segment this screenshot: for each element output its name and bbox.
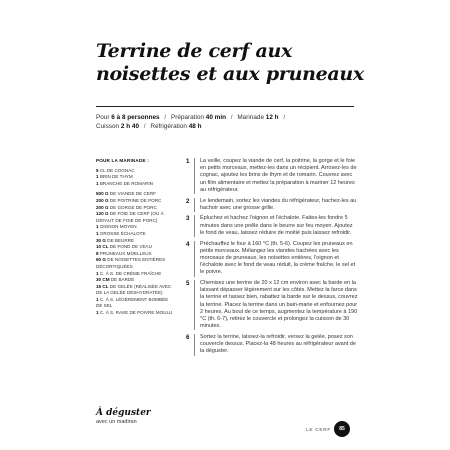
title-divider xyxy=(96,106,354,107)
preparation-value: 40 min xyxy=(205,114,227,121)
serving-title: À déguster xyxy=(96,408,151,418)
ingredient-item: 120 G DE FOIE DE CERF (OU À DÉFAUT DE FOIE DE PORC) xyxy=(96,211,164,223)
ingredient-item: 500 G DE VIANDE DE CERF xyxy=(96,191,156,197)
step-text: Chemisez une terrine de 20 x 12 cm environ avec la barde en la laissant dépasser légèrement sur les côtés. Mettez la farce dans la terrine et tassez bien, rabattez la barde sur le dessus, couvrez la terrine. Placez la terrine dans un bain-marie et enfournez pour 2 heures. Au bout de ce temps, augmentez la température à 190 °C (th. 6-7), retirez le couvercle et prolongez la cuisson de 30 minutes. xyxy=(200,280,358,330)
ingredient-item: 200 G DE GORGE DE PORC xyxy=(96,204,157,210)
recipe-title: Terrine de cerf aux noisettes et aux pruneaux xyxy=(96,40,364,85)
ingredient-item: 1 BRANCHE DE ROMARIN xyxy=(96,180,153,186)
chapter-label: LE CERF xyxy=(306,427,331,432)
recipe-steps xyxy=(186,158,358,359)
cuisson-value: 2 h 40 xyxy=(120,123,139,130)
ingredient-item: 1 BRIN DE THYM xyxy=(96,174,133,180)
serving-text: avec un madiran xyxy=(96,419,137,425)
ingredient-item: 200 G DE POITRINE DE PORC xyxy=(96,197,162,203)
servings-label: Pour xyxy=(96,114,110,121)
step-text: Sortez la terrine, laissez-la refroidir, versez la gelée, posez son couvercle dessus. Placez-la 48 heures au réfrigérateur avant de la déguster. xyxy=(200,333,356,355)
step-divider xyxy=(194,215,195,237)
ingredient-item: 30 G DE BEURRE xyxy=(96,237,135,243)
step-text: Préchauffez le four à 160 °C (th. 5-6). Coupez les pruneaux en petits morceaux. Mélangez les viandes hachées avec les morceaux de pruneaux, les noisettes entières, l'oignon et l'échalote avec le fond de veau réduit, la crème fraîche, le sel et le poivre. xyxy=(200,240,356,276)
ingredient-item: 30 CM DE BARDE xyxy=(96,277,135,283)
ingredient-item: 1 C. À S. LÉGÈREMENT BOMBÉE DE SEL xyxy=(96,296,169,309)
step-divider xyxy=(194,198,195,212)
step xyxy=(186,158,358,194)
marinade-group xyxy=(96,168,174,188)
preparation-label: Préparation xyxy=(170,114,204,121)
cuisson-label: Cuisson xyxy=(96,123,120,130)
ingredients-list xyxy=(96,158,174,321)
meta-separator: / xyxy=(143,123,146,130)
step xyxy=(186,215,358,237)
step-text: Épluchez et hachez l'oignon et l'échalote. Faites-les fondre 5 minutes dans une poêle dans le beurre sur feu moyen. Ajoutez le fond de veau, laissez réduire de moitié puis laissez refroidir. xyxy=(200,215,353,236)
recipe-meta xyxy=(96,113,356,131)
ingredient-item: 8 PRUNEAUX MOELLEUX xyxy=(96,250,152,256)
step xyxy=(186,280,358,330)
step xyxy=(186,334,358,356)
step-number: 3 xyxy=(186,215,190,223)
step-number: 2 xyxy=(186,197,190,205)
marinade-heading: POUR LA MARINADE : xyxy=(96,158,149,163)
meta-separator: / xyxy=(164,114,167,121)
servings-value: 6 à 8 personnes xyxy=(111,114,160,121)
ingredient-item: 60 G DE NOISETTES ENTIÈRES DÉCORTIQUÉES xyxy=(96,257,166,269)
refrigeration-value: 48 h xyxy=(188,123,202,130)
step-divider xyxy=(194,158,195,194)
step-number: 6 xyxy=(186,333,190,341)
step-number: 1 xyxy=(186,158,190,165)
main-ingredients-group xyxy=(96,191,174,316)
step-text: La veille, coupez la viande de cerf, la poitrine, la gorge et le foie en petits morceaux, mettez-les dans un récipient. Arrosez-les de cognac, ajoutez les brins de thym et de romarin. Couvrez avec un film alimentaire et mettez la préparation à mariner 12 heures au réfrigérateur. xyxy=(200,158,357,193)
ingredient-item: 1 OIGNON MOYEN xyxy=(96,224,137,230)
ingredient-item: 5 CL DE COGNAC xyxy=(96,167,135,173)
step-number: 4 xyxy=(186,240,190,248)
step-divider xyxy=(194,280,195,330)
ingredient-item: 15 CL DE GELÉE (RÉALISÉE AVEC DE LA GELÉE DÉSHYDRATÉE) xyxy=(96,283,172,296)
meta-separator: / xyxy=(283,114,286,121)
step xyxy=(186,241,358,277)
ingredient-item: 1 C. À S. RASE DE POIVRE MOULU xyxy=(96,310,173,316)
step-divider xyxy=(194,241,195,277)
ingredient-item: 10 CL DE FOND DE VEAU xyxy=(96,244,152,250)
ingredient-item: 1 GROSSE ÉCHALOTE xyxy=(96,230,146,236)
page-number: 85 xyxy=(334,421,350,437)
step xyxy=(186,198,358,212)
step-divider xyxy=(194,334,195,356)
ingredient-item: 1 C. À S. DE CRÈME FRAÎCHE xyxy=(96,270,162,276)
marinade-value: 12 h xyxy=(265,114,279,121)
serving-suggestion xyxy=(96,408,151,425)
step-text: Le lendemain, sortez les viandes du réfrigérateur, hachez-les au hachoir avec une grosse grille. xyxy=(200,197,357,211)
marinade-label: Marinade xyxy=(237,114,265,121)
refrigeration-label: Réfrigération xyxy=(150,123,187,130)
step-number: 5 xyxy=(186,280,190,288)
meta-separator: / xyxy=(230,114,233,121)
